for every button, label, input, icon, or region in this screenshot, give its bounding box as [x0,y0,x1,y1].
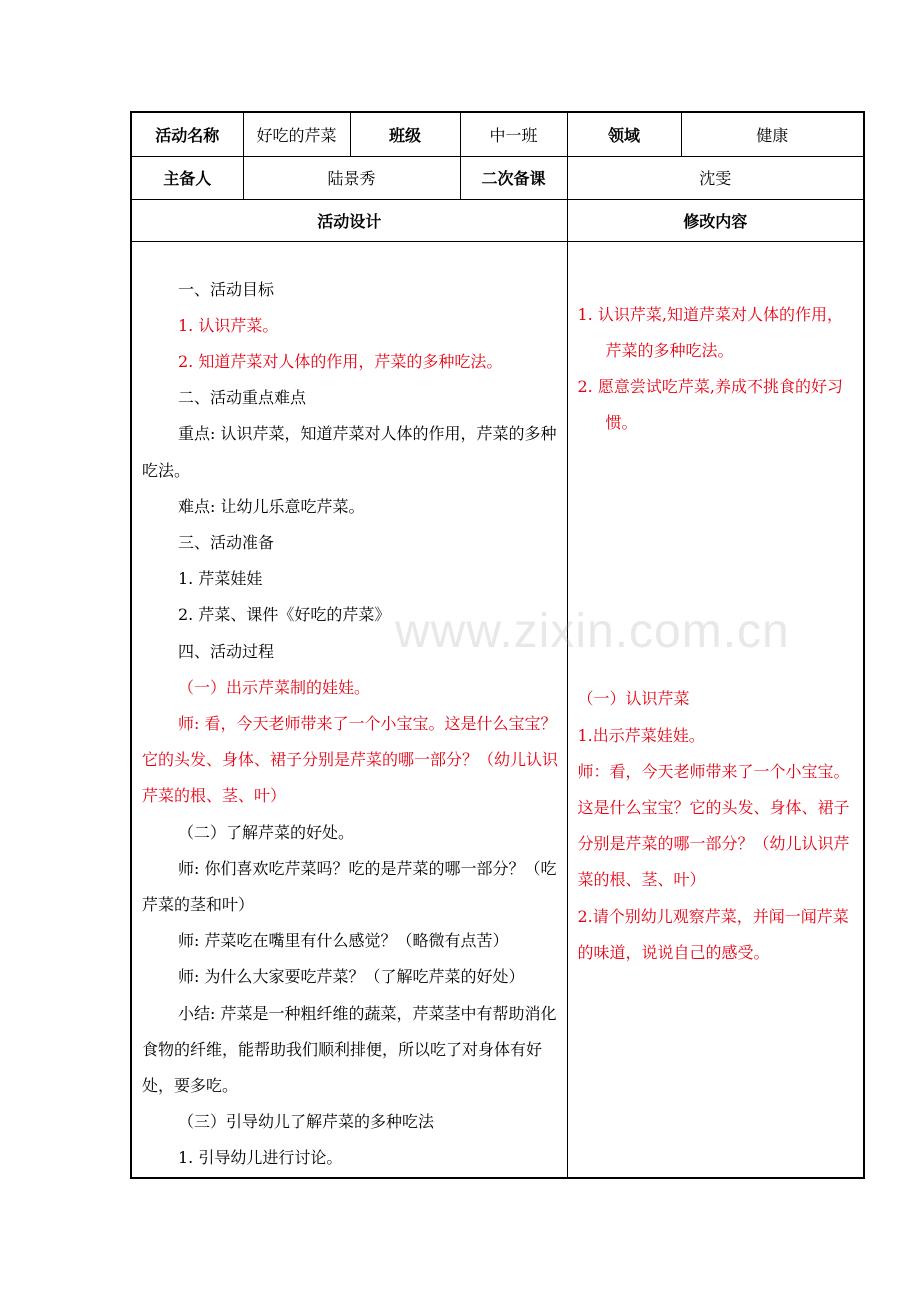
watermark: www.zixin.com.cn [395,605,790,658]
design-paragraph: 2. 芹菜、课件《好吃的芹菜》 [178,605,391,625]
class-value: 中一班 [460,112,567,156]
revision-goals [578,297,856,442]
revision-spacer [578,441,856,681]
design-paragraph: 四、活动过程 [178,641,275,661]
revision-process-item: 师：看，今天老师带来了一个小宝宝。这是什么宝宝？它的头发、身体、裙子分别是芹菜的哪一部分？（幼儿认识芹菜的根、茎、叶） [577,761,850,890]
design-paragraph: （三）引导幼儿了解芹菜的多种吃法 [178,1112,435,1132]
design-paragraph: （一）出示芹菜制的娃娃。 [178,677,371,697]
domain-label: 领域 [567,112,681,156]
revision-process-item: （一）认识芹菜 [577,689,690,709]
preparer-value: 陆景秀 [243,156,460,199]
design-paragraph: 三、活动准备 [178,532,275,552]
design-paragraph: 师: 你们喜欢吃芹菜吗？吃的是芹菜的哪一部分？（吃芹菜的茎和叶） [142,858,557,914]
design-paragraph: 重点: 认识芹菜，知道芹菜对人体的作用，芹菜的多种吃法。 [142,424,557,480]
design-heading: 活动设计 [131,199,567,241]
revision-process-item: 1.出示芹菜娃娃。 [577,725,705,745]
lesson-plan-table [130,111,865,1179]
revision-goal-item: 2. 愿意尝试吃芹菜,养成不挑食的好习惯。 [577,376,843,433]
activity-name-value: 好吃的芹菜 [243,112,350,156]
revision-goal-item: 1. 认识芹菜,知道芹菜对人体的作用，芹菜的多种吃法。 [577,304,843,360]
header-row-1 [131,112,864,156]
revision-process [578,681,856,971]
design-paragraph: （二）了解芹菜的好处。 [178,822,355,842]
design-paragraph: 二、活动重点难点 [178,388,307,408]
second-prep-label: 二次备课 [460,156,567,199]
design-paragraph: 1. 芹菜娃娃 [178,569,263,589]
class-label: 班级 [350,112,460,156]
section-header-row [131,199,864,241]
revision-process-item: 2.请个别幼儿观察芹菜，并闻一闻芹菜的味道，说说自己的感受。 [577,906,849,962]
revision-content [567,241,864,1178]
preparer-label: 主备人 [131,156,243,199]
design-paragraphs [142,272,563,1177]
design-paragraph: 1. 认识芹菜。 [178,315,279,335]
design-paragraph: 一、活动目标 [178,279,275,299]
design-paragraph: 师: 看，今天老师带来了一个小宝宝。这是什么宝宝？它的头发、身体、裙子分别是芹菜的哪一部分？（幼儿认识芹菜的根、茎、叶） [142,713,559,806]
content-row [131,241,864,1178]
design-content [131,241,567,1178]
second-preparer-value: 沈雯 [567,156,864,199]
design-paragraph: 难点: 让幼儿乐意吃芹菜。 [178,496,365,516]
domain-value: 健康 [681,112,864,156]
header-row-2 [131,156,864,199]
design-paragraph: 师: 为什么大家要吃芹菜？（了解吃芹菜的好处） [178,967,525,987]
revision-heading: 修改内容 [567,199,864,241]
design-paragraph: 师: 芹菜吃在嘴里有什么感觉？（略微有点苦） [178,931,509,951]
design-paragraph: 1. 引导幼儿进行讨论。 [178,1148,343,1168]
activity-name-label: 活动名称 [131,112,243,156]
design-paragraph: 2. 知道芹菜对人体的作用，芹菜的多种吃法。 [178,351,503,371]
design-paragraph: 小结: 芹菜是一种粗纤维的蔬菜，芹菜茎中有帮助消化食物的纤维，能帮助我们顺利排便，所以吃了对身体有好处，要多吃。 [142,1003,557,1095]
